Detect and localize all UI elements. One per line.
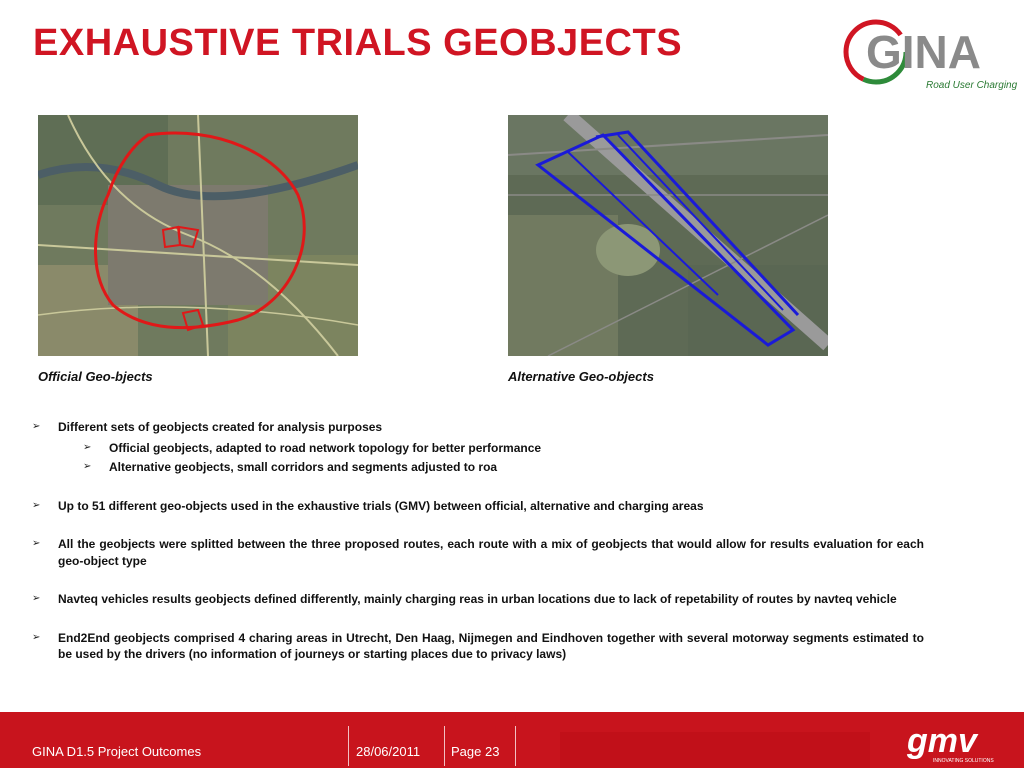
footer-divider [444, 726, 445, 766]
bullet-text: Different sets of geobjects created for analysis purposes [58, 420, 383, 434]
bullet-text: Alternative geobjects, small corridors and segments adjusted to roa [109, 460, 498, 474]
bullet-text: Up to 51 different geo-objects used in the exhaustive trials (GMV) between official, alternative and charging areas [58, 498, 704, 513]
sub-bullet-item [32, 459, 924, 476]
footer-bar [0, 712, 1024, 768]
logo-tagline: Road User Charging [926, 80, 1018, 91]
alternative-geoobjects-caption: Alternative Geo-objects [508, 369, 654, 384]
gina-logo [840, 10, 1020, 92]
bullet-item [32, 498, 924, 515]
alternative-geoobjects-map [508, 115, 828, 356]
bullet-list [32, 419, 924, 663]
footer-divider [348, 726, 349, 766]
page-title: EXHAUSTIVE TRIALS GEOBJECTS [33, 22, 683, 64]
bullet-item [32, 591, 924, 608]
arrow-bullet-icon: ➢ [32, 538, 41, 549]
footer-date: 28/06/2011 [356, 744, 421, 759]
bullet-text: Navteq vehicles results geobjects defined differently, mainly charging reas in urban locations due to lack of repetability of routes by navteq vehicle [58, 592, 897, 606]
arrow-bullet-icon: ➢ [32, 631, 41, 643]
gmv-wordmark: gmv [907, 722, 977, 760]
arrow-bullet-icon: ➢ [83, 461, 92, 472]
logo-wordmark: GINA [866, 26, 981, 78]
footer-band [560, 732, 870, 768]
bullet-item [32, 419, 924, 436]
bullet-text: All the geobjects were splitted between the three proposed routes, each route with a mix of geobjects that would allow for results evaluation for each geo-object type [58, 537, 924, 568]
official-geoobjects-map [38, 115, 358, 356]
arrow-bullet-icon: ➢ [32, 421, 41, 432]
footer-project: GINA D1.5 Project Outcomes [32, 744, 202, 759]
footer-divider [515, 726, 516, 766]
arrow-bullet-icon: ➢ [32, 593, 41, 604]
bullet-text: End2End geobjects comprised 4 charing areas in Utrecht, Den Haag, Nijmegen and Eindhoven together with several motorway segments estimated to be used by the drivers (no information of journeys or starting places due to privacy laws) [58, 630, 924, 661]
arrow-bullet-icon: ➢ [83, 441, 92, 453]
bullet-item [32, 630, 924, 663]
footer-page-number: Page 23 [451, 744, 500, 759]
gmv-tagline: INNOVATING SOLUTIONS [933, 758, 994, 764]
bullet-text: Official geobjects, adapted to road network topology for better performance [109, 440, 542, 455]
arrow-bullet-icon: ➢ [32, 499, 41, 511]
sub-bullet-item [32, 440, 924, 457]
bullet-item [32, 536, 924, 569]
gmv-logo [905, 722, 1005, 764]
official-geoobjects-caption: Official Geo-bjects [38, 369, 153, 384]
